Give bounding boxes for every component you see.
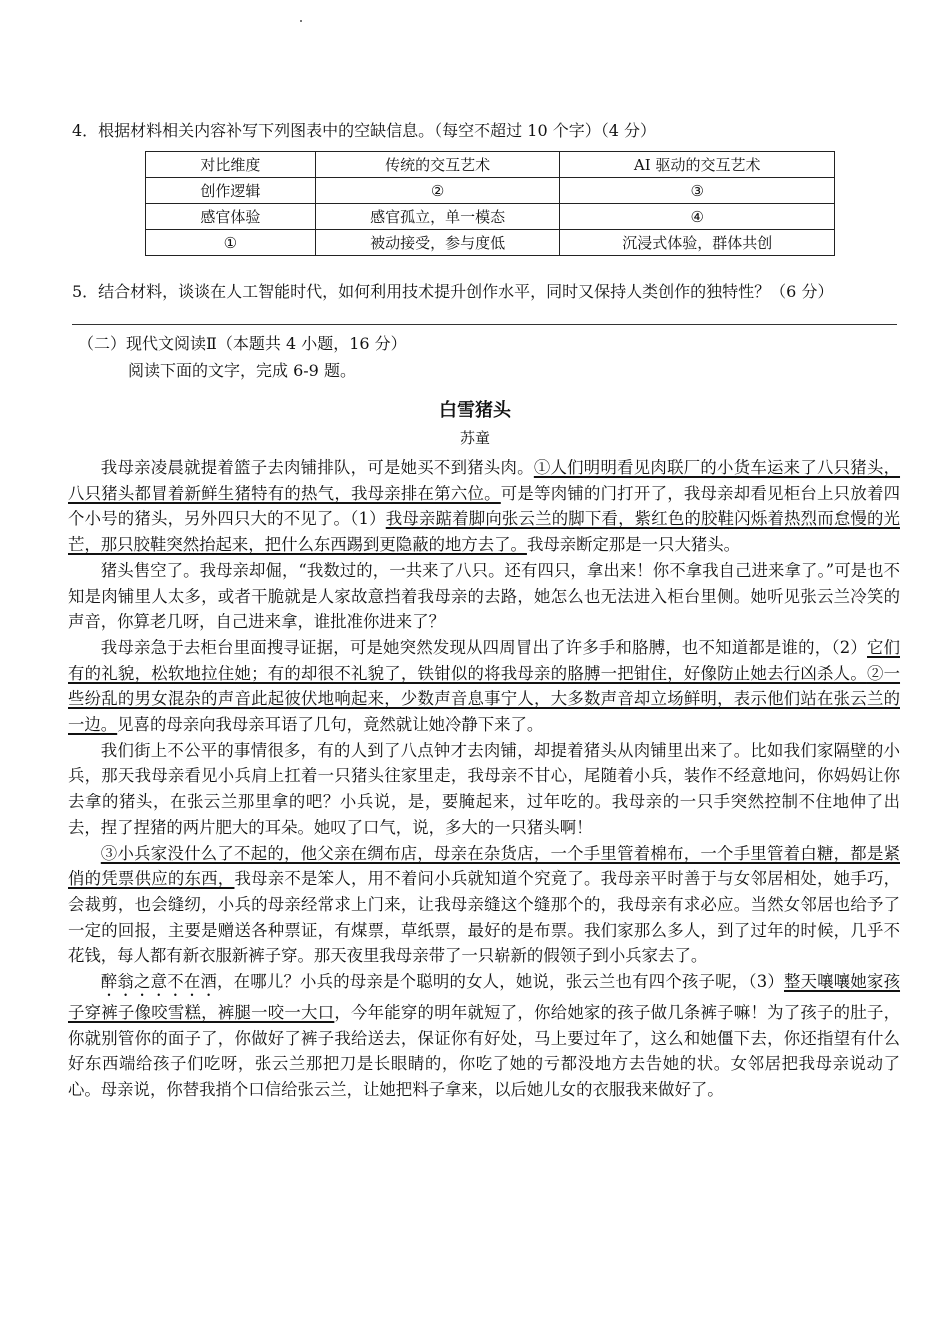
underlined-sentence-3: ③小兵家没什么了不起的，他父亲在绸布店，母亲在杂货店，一个手里管着棉布，一个手里管着白糖，都是紧俏的凭票供应的东西， xyxy=(68,843,900,889)
text: ，今年能穿的明年就短了，你给她家的孩子做几条裤子嘛！为了孩子的肚子，你就别管你的面子了，你做好了裤子我给送去，保证你有好处，马上要过年了，这么和她僵下去，你还指望有什么好东西端给孩子们吃呀，张云兰那把刀是长眼睛的，你吃了她的亏都没地方去告她的状。女邻居把我母亲说动了心。母亲说，你替我捎个口信给张云兰，让她把料子拿来，以后她儿女的衣服我来做好了。 xyxy=(68,1003,901,1100)
section-heading: （二）现代文阅读Ⅱ（本题共 4 小题，16 分） xyxy=(78,334,407,353)
paragraph-4: 我们街上不公平的事情很多，有的人到了八点钟才去肉铺，却提着猪头从肉铺里出来了。比如我们家隔壁的小兵，那天我母亲看见小兵肩上扛着一只猪头往家里走，我母亲不甘心，尾随着小兵，装作不经意地问，你妈妈让你去拿的猪头，在张云兰那里拿的吧？小兵说，是，要腌起来，过年吃的。我母亲的一只手突然控制不住地伸了出去，捏了捏猪的两片肥大的耳朵。她叹了口气，说，多大的一只猪头啊！ xyxy=(68,740,900,837)
table-row xyxy=(146,178,835,204)
dotted-idiom: 醉翁之意不在酒 xyxy=(100,972,218,992)
answer-line-divider xyxy=(72,324,897,325)
article-title: 白雪猪头 xyxy=(439,400,511,421)
question-4: 4．根据材料相关内容补写下列图表中的空缺信息。（每空不超过 10 个字）（4 分） xyxy=(72,121,656,140)
text: 见喜的母亲向我母亲耳语了几句，竟然就让她冷静下来了。 xyxy=(117,715,544,735)
paragraph-2: 猪头售空了。我母亲却倔，“我数过的，一共来了八只。还有四只，拿出来！你不拿我自己进来拿了。”可是也不知是肉铺里人太多，或者干脆就是人家故意挡着我母亲的去路，她怎么也无法进入柜台里侧。她听见张云兰冷笑的声音，你算老几呀，自己进来拿，谁批准你进来了？ xyxy=(68,560,900,632)
table-cell: 沉浸式体验，群体共创 xyxy=(560,230,835,256)
comparison-table xyxy=(145,151,835,256)
section-instruction: 阅读下面的文字，完成 6-9 题。 xyxy=(128,361,356,380)
table-cell: 感官孤立，单一模态 xyxy=(315,204,560,230)
table-cell: 感官体验 xyxy=(146,204,316,230)
text: 我母亲凌晨就提着篮子去肉铺排队，可是她买不到猪头肉。 xyxy=(100,458,534,477)
paragraph-6 xyxy=(68,969,900,1103)
text: ，在哪儿？小兵的母亲是个聪明的女人，她说，张云兰也有四个孩子呢，（3） xyxy=(217,972,784,992)
article-body xyxy=(68,455,900,1103)
underlined-sentence-2: ②一些纷乱的男女混杂的声音此起彼伏地响起来，少数声音息事宁人，大多数声音却立场鲜明，表示他们站在张云兰的一边。 xyxy=(68,663,901,735)
text: 可是等肉铺的门打开了，我母亲却看见柜台上只放着四个小号的猪头，另外四只大的不见了。（1） xyxy=(68,483,901,529)
table-cell-blank: ③ xyxy=(560,178,835,204)
underlined-sentence-1: ①人们明明看见肉联厂的小货车运来了八只猪头，八只猪头都冒着新鲜生猪特有的热气，我母亲排在第六位。 xyxy=(68,458,901,503)
text: 我母亲不是笨人，用不着问小兵就知道个究竟了。我母亲平时善于与女邻居相处，她手巧，会裁剪，也会缝纫，小兵的母亲经常求上门来，让我母亲缝这个缝那个的，我母亲有求必应。当然女邻居也给予了一定的回报，主要是赠送各种票证，有煤票，草纸票，最好的是布票。我们家那么多人，到了过年的时候，几乎不花钱，每人都有新衣服新裤子穿。那天夜里我母亲带了一只崭新的假领子到小兵家去了。 xyxy=(68,869,900,966)
scan-speck xyxy=(300,20,302,22)
table-header-cell: 对比维度 xyxy=(146,152,316,178)
paragraph-1 xyxy=(68,455,900,558)
paragraph-5 xyxy=(68,841,900,970)
article-author: 苏童 xyxy=(459,429,490,447)
table-header-cell: 传统的交互艺术 xyxy=(315,152,560,178)
text: 我母亲急于去柜台里面搜寻证据，可是她突然发现从四周冒出了许多手和胳膊，也不知道都是谁的，（2） xyxy=(100,637,867,657)
underlined-passage-2: 它们有的礼貌，松软地拉住她；有的却很不礼貌了，铁钳似的将我母亲的胳膊一把钳住，好像防止她去行凶杀人。 xyxy=(68,637,900,683)
question-5: 5．结合材料，谈谈在人工智能时代，如何利用技术提升创作水平，同时又保持人类创作的独特性？（6 分） xyxy=(72,282,834,301)
table-cell-blank: ② xyxy=(315,178,560,204)
text: 我母亲断定那是一只大猪头。 xyxy=(526,535,741,555)
table-header-row xyxy=(146,152,835,178)
table-cell-blank: ① xyxy=(146,230,316,256)
paragraph-3 xyxy=(68,635,900,738)
table-row xyxy=(146,230,835,256)
table-header-cell: AI 驱动的交互艺术 xyxy=(560,152,835,178)
table-row xyxy=(146,204,835,230)
underlined-passage-3: 整天嚷嚷她家孩子穿裤子像咬雪糕，裤腿一咬一大口 xyxy=(68,972,901,1023)
table-cell-blank: ④ xyxy=(560,204,835,230)
underlined-passage-1: 我母亲踮着脚向张云兰的脚下看，紫红色的胶鞋闪烁着热烈而怠慢的光芒，那只胶鞋突然抬起来，把什么东西踢到更隐蔽的地方去了。 xyxy=(68,509,900,555)
table-cell: 被动接受，参与度低 xyxy=(315,230,560,256)
table-cell: 创作逻辑 xyxy=(146,178,316,204)
